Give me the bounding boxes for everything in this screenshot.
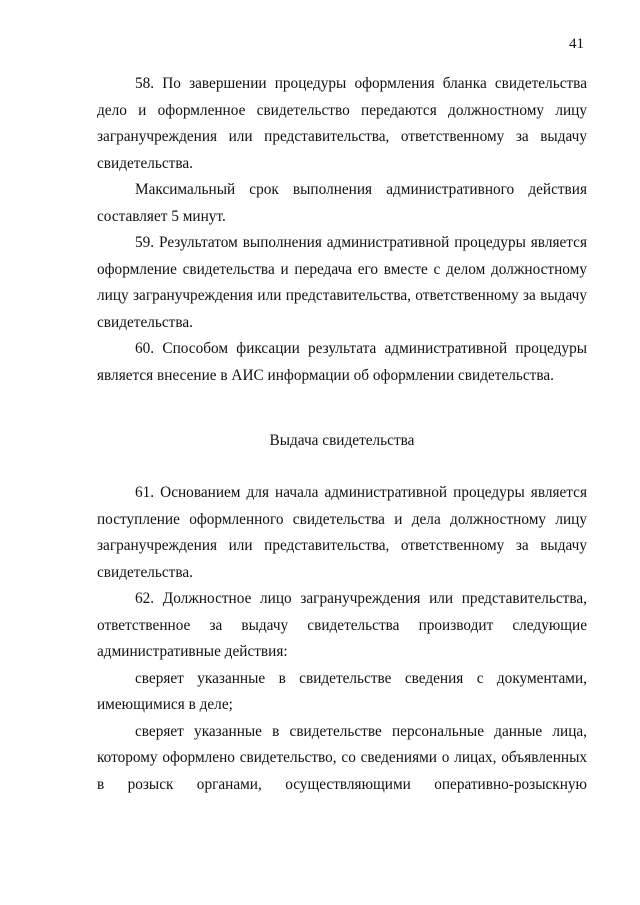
section-heading: Выдача свидетельства bbox=[269, 432, 415, 449]
paragraph-61: 61. Основанием для начала административной процедуры является поступление оформленного свидетельства и дела должностному лицу загранучреждения или представительства, ответственному за выдачу свидетельства. bbox=[97, 484, 587, 581]
paragraph-check-personal-data: сверяет указанные в свидетельстве персональные данные лица, которому оформлено свидетельство, со сведениями о лицах, объявленных в розыск органами, осуществляющими оперативно-розыскную bbox=[97, 722, 587, 793]
paragraph-max-time: Максимальный срок выполнения административного действия составляет 5 минут. bbox=[97, 181, 587, 225]
paragraph-check-documents: сверяет указанные в свидетельстве сведения с документами, имеющимися в деле; bbox=[97, 669, 587, 713]
document-body bbox=[97, 71, 587, 798]
paragraph-62: 62. Должностное лицо загранучреждения или представительства, ответственное за выдачу свидетельства производит следующие административные действия: bbox=[97, 590, 587, 660]
paragraph-59: 59. Результатом выполнения административной процедуры является оформление свидетельства и передача его вместе с делом должностному лицу загранучреждения или представительства, ответственному за выдачу свидетельства. bbox=[97, 234, 587, 331]
paragraph-60: 60. Способом фиксации результата административной процедуры является внесение в АИС информации об оформлении свидетельства. bbox=[97, 340, 587, 384]
paragraph-58: 58. По завершении процедуры оформления бланка свидетельства дело и оформленное свидетельство передаются должностному лицу загранучреждения или представительства, ответственному за выдачу свидетельства. bbox=[97, 75, 587, 172]
page-number: 41 bbox=[569, 36, 584, 52]
